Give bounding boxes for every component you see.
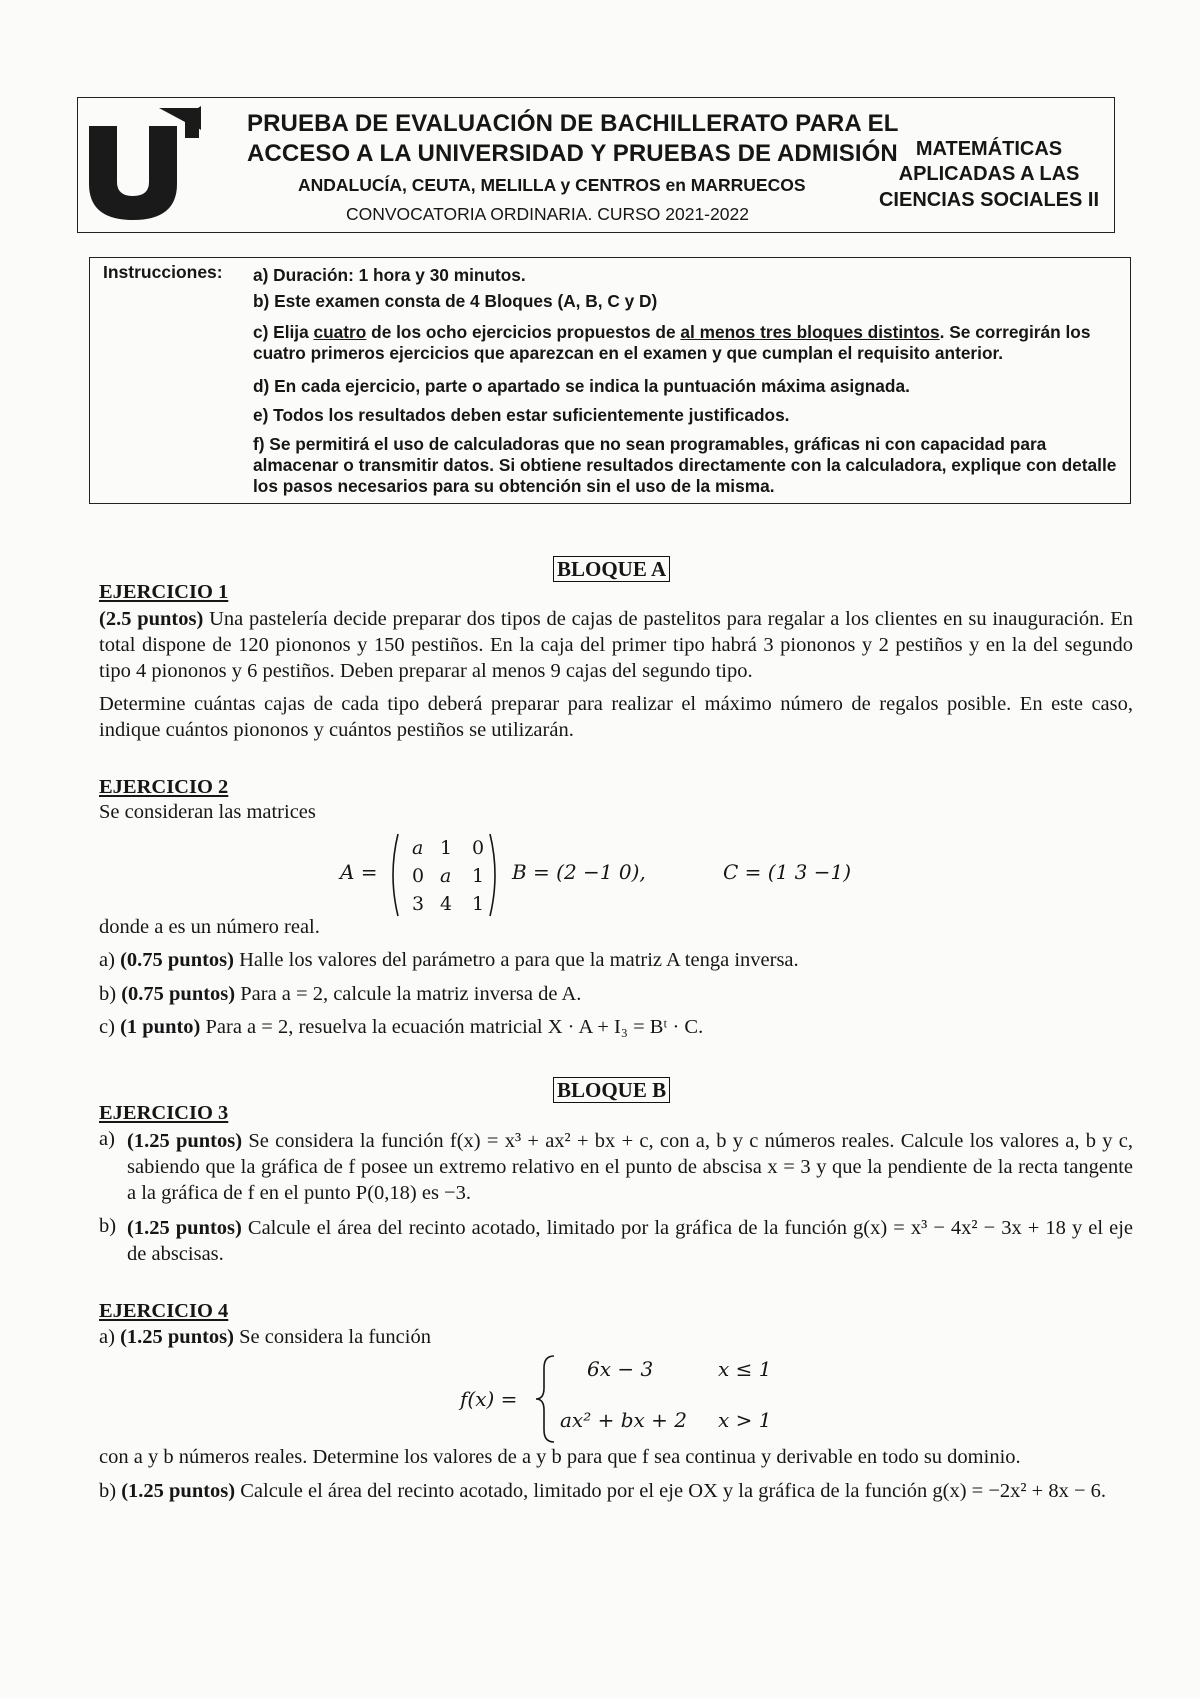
- ejercicio-2-donde: donde a es un número real.: [99, 916, 320, 938]
- university-logo-icon: [85, 104, 205, 222]
- matrix-a-cell: 1: [472, 893, 485, 915]
- matrix-a-cell: 0: [472, 837, 485, 859]
- header-title-line2: ACCESO A LA UNIVERSIDAD Y PRUEBAS DE ADMISIÓN: [247, 140, 898, 167]
- bloque-b-label: BLOQUE B: [553, 1077, 670, 1103]
- instruction-e: e) Todos los resultados deben estar suficientemente justificados.: [253, 405, 790, 425]
- ejercicio-4-part-b: b) (1.25 puntos) Calcule el área del recinto acotado, limitado por el eje OX y la gráfica de la función g(x) = −2x² + 8x − 6.: [99, 1480, 1107, 1502]
- condition-2: x > 1: [718, 1408, 772, 1432]
- ejercicio-3-b-marker: b): [99, 1215, 117, 1237]
- instruction-d: d) En cada ejercicio, parte o apartado se indica la puntuación máxima asignada.: [253, 376, 910, 396]
- subject-line2: APLICADAS A LAS: [898, 163, 1080, 185]
- matrix-a-cell: 1: [440, 837, 453, 859]
- matrix-a-cell: 3: [412, 893, 425, 915]
- matrix-a-cell: 4: [440, 893, 453, 915]
- header-convocatoria: CONVOCATORIA ORDINARIA. CURSO 2021-2022: [346, 204, 749, 224]
- ejercicio-2-part-b: b) (0.75 puntos) Para a = 2, calcule la matriz inversa de A.: [99, 983, 582, 1005]
- ejercicio-2-part-a: a) (0.75 puntos) Halle los valores del parámetro a para que la matriz A tenga inversa.: [99, 949, 799, 971]
- ejercicio-1-title: EJERCICIO 1: [99, 581, 229, 603]
- instruction-c: c) Elija cuatro de los ocho ejercicios propuestos de al menos tres bloques distintos. Se corregirán los cuatro primeros ejercicios que aparezcan en el examen y que cumplan el requisito anterior.: [253, 322, 1091, 363]
- ejercicio-4-condition-text: con a y b números reales. Determine los valores de a y b para que f sea continua y derivable en todo su dominio.: [99, 1446, 1021, 1468]
- piecewise-brace: [534, 1354, 558, 1444]
- ejercicio-4-title: EJERCICIO 4: [99, 1300, 229, 1322]
- instructions-heading: Instrucciones:: [103, 262, 223, 282]
- instruction-b: b) Este examen consta de 4 Bloques (A, B, C y D): [253, 291, 658, 311]
- ejercicio-2-intro: Se consideran las matrices: [99, 801, 316, 823]
- instruction-f: f) Se permitirá el uso de calculadoras que no sean programables, gráficas ni con capacidad para almacenar o transmitir datos. Si obtiene resultados directamente con la calculadora, explique con detalle los pasos necesarios para su obtención sin el uso de la misma.: [253, 434, 1117, 496]
- ejercicio-2-part-c: c) (1 punto) Para a = 2, resuelva la ecuación matricial X · A + I₃ = Bᵗ · C.: [99, 1016, 704, 1038]
- subject-line1: MATEMÁTICAS: [915, 138, 1063, 160]
- matrix-a-cell: 1: [472, 865, 485, 887]
- matrix-a-cell: 0: [412, 865, 425, 887]
- matrix-a: [386, 832, 502, 918]
- matrix-b: B = (2 −1 0),: [512, 860, 646, 884]
- piecewise-f-label: f(x) =: [460, 1387, 518, 1411]
- bloque-a-label: BLOQUE A: [553, 556, 670, 582]
- piece-1: 6x − 3: [587, 1357, 654, 1381]
- ejercicio-1-statement: (2.5 puntos) Una pastelería decide preparar dos tipos de cajas de pastelitos para regalar a los clientes en su inauguración. En total dispone de 120 piononos y 150 pestiños. En la caja del primer tipo habrá 3 piononos y 2 pestiños y en la del segundo tipo 4 piononos y 6 pestiños. Deben preparar al menos 9 cajas del segundo tipo.: [99, 608, 1134, 682]
- ejercicio-3-part-a: (1.25 puntos) Se considera la función f(x) = x³ + ax² + bx + c, con a, b y c números reales. Calcule los valores a, b y c, sabiendo que la gráfica de f posee un extremo relativo en el punto de abscisa x = 3 y que la pendiente de la recta tangente a la gráfica de f en el punto P(0,18) es −3.: [127, 1130, 1133, 1204]
- subject-line3: CIENCIAS SOCIALES II: [878, 189, 1100, 211]
- ejercicio-3-title: EJERCICIO 3: [99, 1102, 229, 1124]
- instruction-a: a) Duración: 1 hora y 30 minutos.: [253, 265, 526, 285]
- ejercicio-2-title: EJERCICIO 2: [99, 776, 229, 798]
- ejercicio-4-part-a: a) (1.25 puntos) Se considera la función: [99, 1326, 431, 1348]
- matrix-c: C = (1 3 −1): [723, 860, 852, 884]
- header-title-line1: PRUEBA DE EVALUACIÓN DE BACHILLERATO PARA EL: [247, 110, 899, 137]
- ejercicio-3-part-b: (1.25 puntos) Calcule el área del recinto acotado, limitado por la gráfica de la función g(x) = x³ − 4x² − 3x + 18 y el eje de abscisas.: [127, 1217, 1134, 1265]
- matrix-a-cell: a: [412, 837, 424, 859]
- matrix-a-cell: a: [440, 865, 452, 887]
- piece-2: ax² + bx + 2: [560, 1408, 687, 1432]
- condition-1: x ≤ 1: [718, 1357, 772, 1381]
- matrix-a-label: A =: [340, 860, 378, 884]
- ejercicio-1-question: Determine cuántas cajas de cada tipo deberá preparar para realizar el máximo número de regalos posible. En este caso, indique cuántos piononos y cuántos pestiños se utilizarán.: [99, 693, 1133, 741]
- ejercicio-3-a-marker: a): [99, 1128, 115, 1150]
- header-region: ANDALUCÍA, CEUTA, MELILLA y CENTROS en MARRUECOS: [298, 175, 806, 195]
